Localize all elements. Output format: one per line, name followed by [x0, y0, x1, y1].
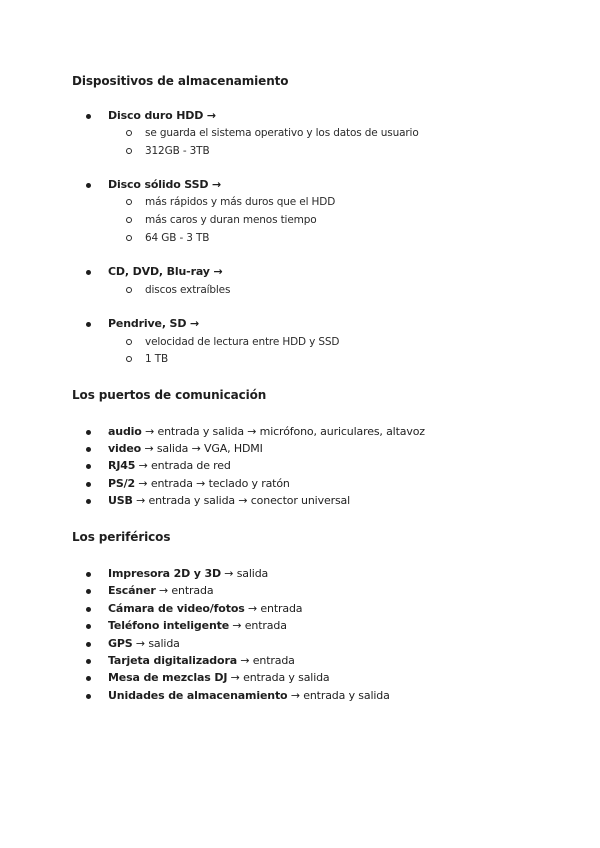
item-label: USB: [108, 494, 133, 507]
item-label: Mesa de mezclas DJ: [108, 671, 228, 684]
item-label: GPS: [108, 637, 133, 650]
item-text: → entrada y salida → micrófono, auriculares, altavoz: [141, 425, 425, 438]
section-heading-puertos: Los puertos de comunicación: [72, 388, 267, 402]
item-label: Impresora 2D y 3D: [108, 567, 221, 580]
bullet-icon: [86, 659, 91, 664]
bullet-icon: [86, 499, 91, 504]
item-text: → salida: [132, 637, 180, 650]
circle-bullet-icon: [126, 235, 132, 241]
list-item-camara: [108, 602, 302, 616]
item-text: → salida: [220, 567, 269, 580]
item-text: → entrada → teclado y ratón: [135, 477, 290, 490]
bullet-icon: [86, 430, 91, 435]
item-label: audio: [108, 425, 142, 438]
item-text: → salida → VGA, HDMI: [141, 442, 263, 455]
list-item-escaner: [108, 584, 213, 598]
bullet-icon: [86, 624, 91, 629]
list-item-rj45: [108, 459, 231, 473]
circle-bullet-icon: [126, 356, 132, 362]
sub-item: 1 TB: [145, 352, 168, 366]
item-label: Cámara de video/fotos: [108, 602, 245, 615]
item-text: → entrada y salida → conector universal: [132, 494, 351, 507]
list-item-mesa: [108, 671, 330, 685]
bullet-icon: [86, 322, 91, 327]
list-item-audio: [108, 425, 425, 439]
sub-item: velocidad de lectura entre HDD y SSD: [145, 335, 339, 349]
list-item-ps2: [108, 477, 290, 491]
list-item-telefono: [108, 619, 287, 633]
list-item-usb: [108, 494, 350, 508]
bullet-icon: [86, 676, 91, 681]
bullet-icon: [86, 183, 91, 188]
circle-bullet-icon: [126, 130, 132, 136]
list-item-video: [108, 442, 263, 456]
sub-item: 312GB - 3TB: [145, 144, 210, 158]
list-item-pendrive: [108, 317, 199, 331]
item-label: Unidades de almacenamiento: [108, 689, 288, 702]
item-label: video: [108, 442, 142, 455]
section-heading-almacenamiento: Dispositivos de almacenamiento: [72, 74, 289, 88]
bullet-icon: [86, 572, 91, 577]
bullet-icon: [86, 447, 91, 452]
bullet-icon: [86, 694, 91, 699]
item-label: PS/2: [108, 477, 136, 490]
circle-bullet-icon: [126, 287, 132, 293]
item-label: Teléfono inteligente: [108, 619, 230, 632]
list-item-gps: [108, 637, 180, 651]
circle-bullet-icon: [126, 339, 132, 345]
sub-item: discos extraíbles: [145, 283, 230, 297]
section-heading-perifericos: Los periféricos: [72, 530, 171, 544]
item-text: → entrada y salida: [287, 689, 390, 702]
item-text: → entrada y salida: [227, 671, 330, 684]
list-item-unidades: [108, 689, 390, 703]
item-text: → entrada de red: [135, 459, 231, 472]
list-item-impresora: [108, 567, 268, 581]
list-item-optical: [108, 265, 223, 279]
circle-bullet-icon: [126, 199, 132, 205]
item-label: Tarjeta digitalizadora: [108, 654, 237, 667]
item-text: → entrada: [244, 602, 303, 615]
bullet-icon: [86, 607, 91, 612]
bullet-icon: [86, 270, 91, 275]
bullet-icon: [86, 642, 91, 647]
item-text: → entrada: [237, 654, 295, 667]
item-label: Escáner: [108, 584, 156, 597]
list-item-tarjeta: [108, 654, 295, 668]
bullet-icon: [86, 114, 91, 119]
sub-item: más rápidos y más duros que el HDD: [145, 195, 335, 209]
item-text: → entrada: [229, 619, 287, 632]
bullet-icon: [86, 464, 91, 469]
circle-bullet-icon: [126, 217, 132, 223]
sub-item: más caros y duran menos tiempo: [145, 213, 317, 227]
item-text: → entrada: [155, 584, 214, 597]
item-label: RJ45: [108, 459, 136, 472]
item-label: Disco sólido SSD →: [108, 178, 222, 191]
sub-item: se guarda el sistema operativo y los datos de usuario: [145, 126, 419, 140]
list-item-ssd: [108, 178, 221, 192]
bullet-icon: [86, 482, 91, 487]
circle-bullet-icon: [126, 148, 132, 154]
sub-item: 64 GB - 3 TB: [145, 231, 209, 245]
item-label: CD, DVD, Blu-ray →: [108, 265, 223, 278]
list-item-hdd: [108, 109, 216, 123]
item-label: Disco duro HDD →: [108, 109, 216, 122]
item-label: Pendrive, SD →: [108, 317, 200, 330]
bullet-icon: [86, 589, 91, 594]
